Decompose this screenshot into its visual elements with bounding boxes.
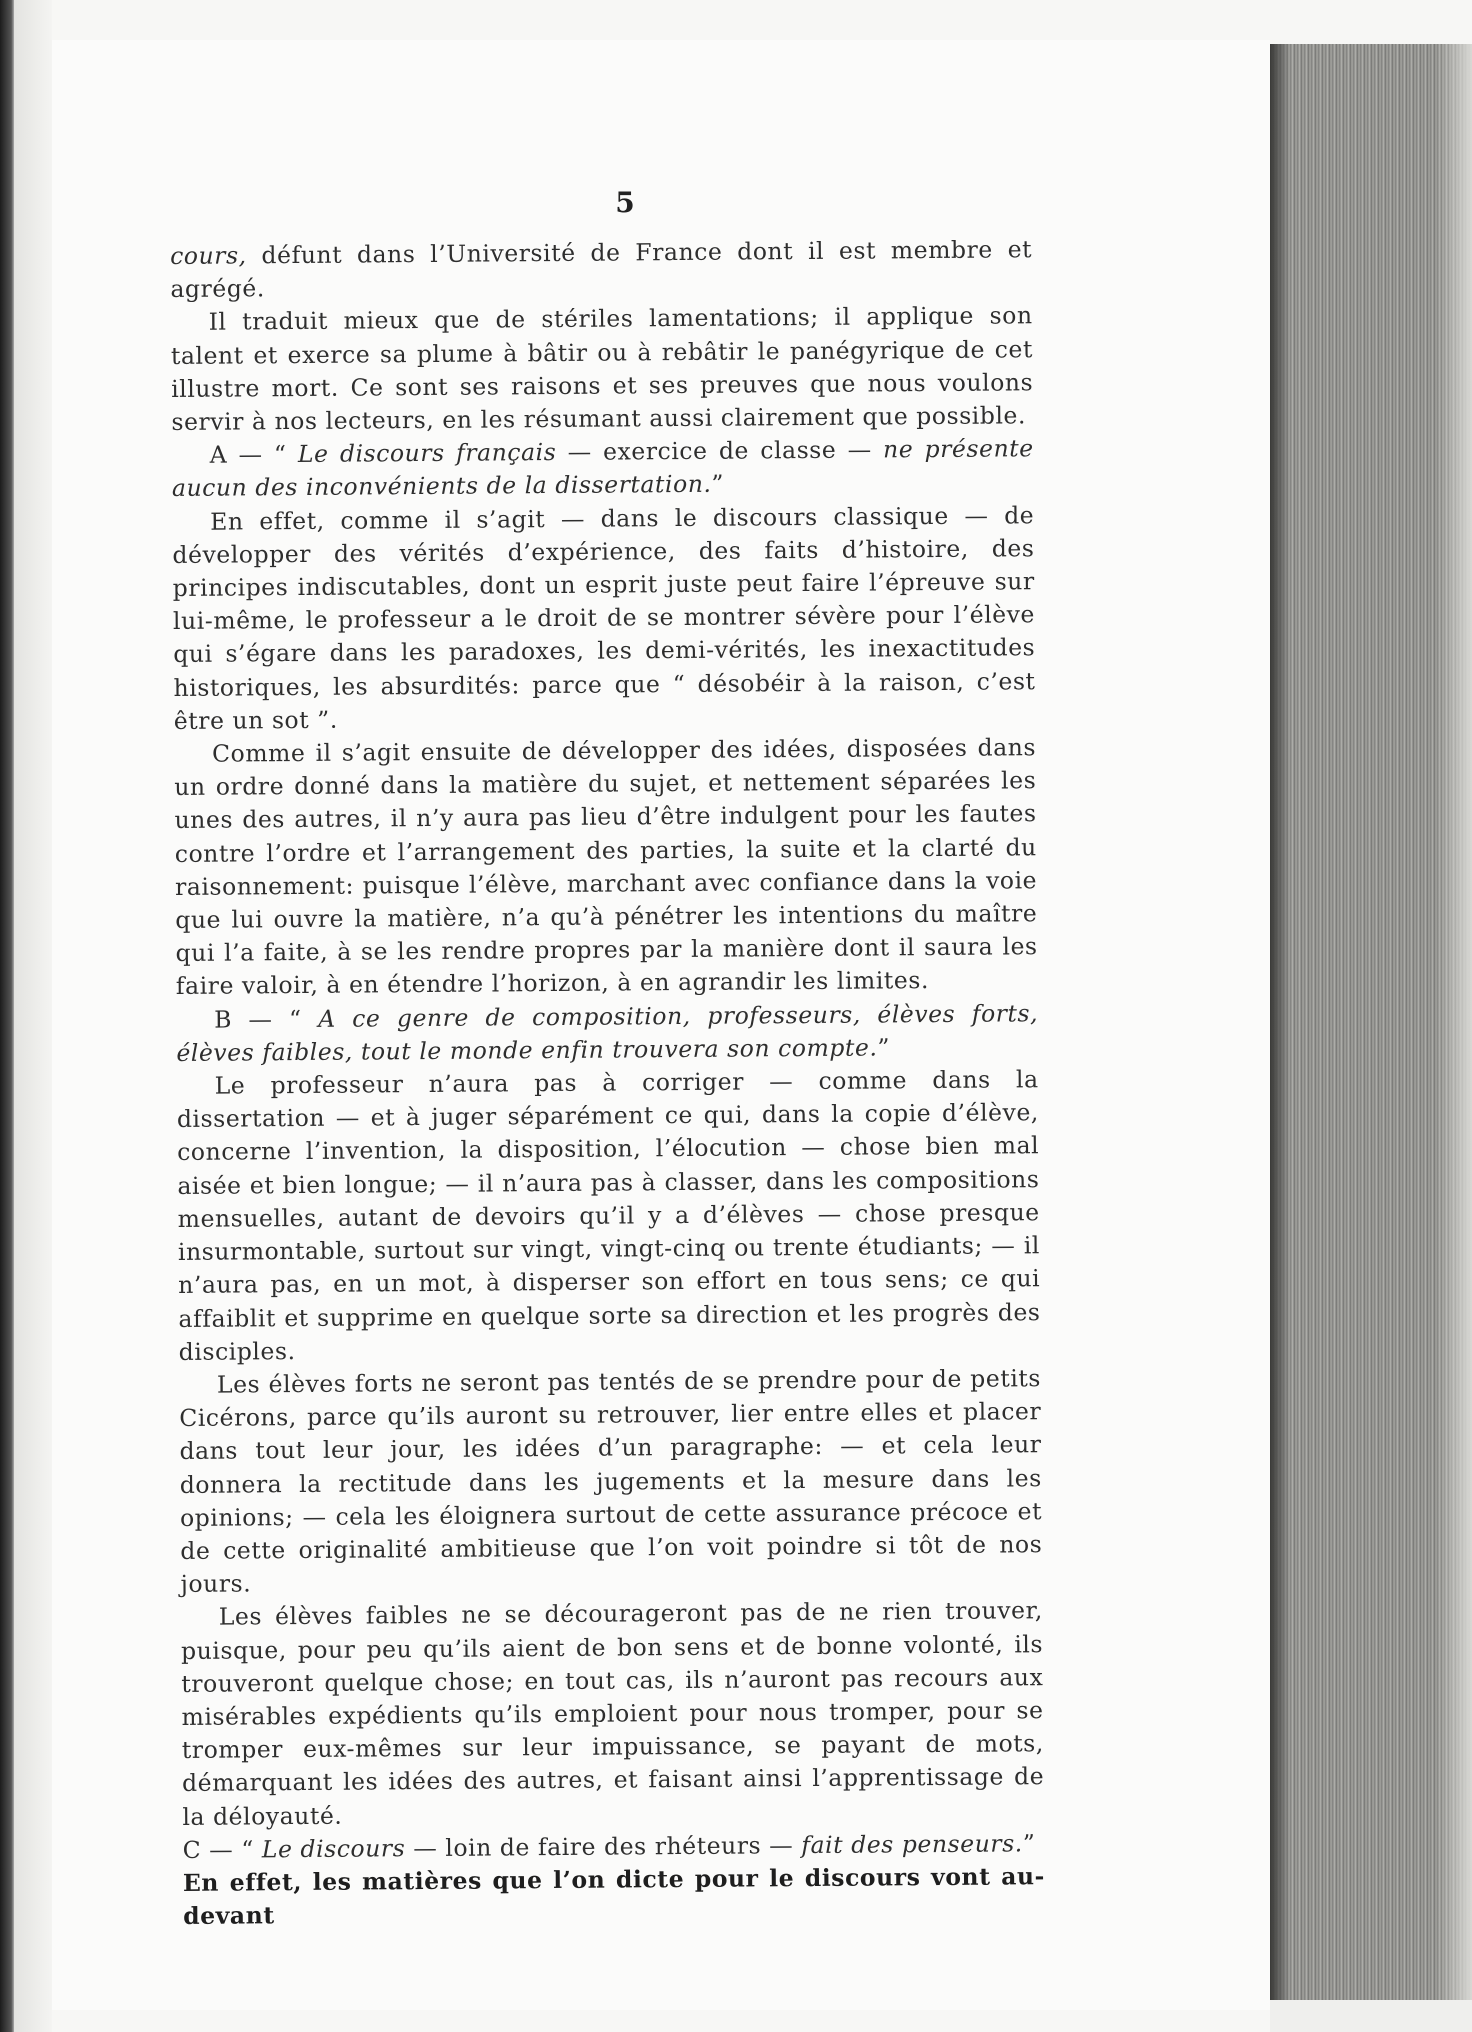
scan-left-margin [14,0,52,2032]
scan-bottom-edge [1270,2000,1472,2032]
paragraph [172,499,1036,738]
text-run: — exercice de classe — [556,435,884,467]
text-run: Le professeur n’aura pas à corriger — comme dans la dissertation — et à juger séparément ce qui, dans la copie d’élève, concerne l’invention, la disposition, l’élocution — chose bien mal aisée et bien longue; — il n’aura pas à classer, dans les compositions mensuelles, autant de devoirs qu’il y a d’élèves — chose presque insurmontable, surtout sur vingt, vingt-cinq ou trente étudiants; — il n’aura pas, en un mot, à disperser son effort en tous sens; ce qui affaiblit et supprime en quelque sorte sa direction et les progrès des disciples. [176,1065,1041,1366]
paragraph [171,300,1034,440]
italic-text: ne présente aucun des inconvénients de la dissertation. [171,434,1034,503]
text-run: Comme il s’agit ensuite de développer des idées, disposées dans un ordre donné dans la matière du sujet, et nettement séparées les unes des autres, il n’y aura pas lieu d’être indulgent pour les fautes contre l’ordre et l’arrangement des parties, la suite et la clarté du raisonnement: puisque l’élève, marchant avec confiance dans la voie que lui ouvre la matière, n’a qu’à pénétrer les intentions du maître qui l’a faite, à se les rendre propres par la manière dont il saura les faire valoir, à en étendre l’horizon, à en agrandir les limites. [174,733,1038,1001]
text-run: ” [877,1033,891,1062]
italic-text: Le discours français [297,438,557,469]
text-run: A — “ [209,440,299,469]
book-page-edges [1270,44,1472,2006]
paragraph [174,731,1038,1003]
text-run: En effet, comme il s’agit — dans le discours classique — de développer des vérités d’expérience, des faits d’histoire, des principes indiscutables, dont un esprit juste peut faire l’épreuve sur lui-même, le professeur a le droit de se montrer sévère pour l’élève qui s’égare dans les paradoxes, les demi-vérités, les inexactitudes historiques, les absurdités: parce que “ désobéir à la raison, c’est être un sot ”. [172,500,1036,735]
page-number: 5 [615,186,635,219]
text-run: Les élèves faibles ne se décourageront pas de ne rien trouver, puisque, pour peu qu’ils aient de bon sens et de bonne volonté, ils trouveront quelque chose; en tout cas, ils n’auront pas recours aux misérables expédients qu’ils emploient pour nous tromper, pour se tromper eux-mêmes sur leur impuissance, se payant de mots, démarquant les idées des autres, et faisant ainsi l’apprentissage de la déloyauté. [180,1596,1045,1831]
text-run: Les élèves forts ne seront pas tentés de se prendre pour de petits Cicérons, parce qu’ils auront su retrouver, lier entre elles et placer dans tout leur jour, les idées d’un paragraphe: — et cela leur donnera la rectitude dans les jugements et la mesure dans les opinions; — cela les éloignera surtout de cette assurance précoce et de cette originalité ambitieuse que l’on voit poindre si tôt de nos jours. [179,1364,1043,1599]
paragraph [172,432,1034,505]
text-run: défunt dans l’Université de France dont il est membre et agrégé. [170,235,1033,304]
italic-text: Le discours [261,1833,406,1864]
text-run: ” [1022,1829,1036,1858]
text-run: C — “ [182,1835,262,1864]
paragraph [177,1063,1041,1369]
paragraph [179,1362,1043,1601]
paragraph [183,1860,1045,1933]
paragraph [181,1595,1045,1834]
body-text [170,233,1045,1933]
text-run: — loin de faire des rhéteurs — [405,1830,802,1862]
italic-text: fait des penseurs. [801,1829,1023,1859]
text-run: B — “ [214,1004,319,1034]
paragraph [176,997,1038,1070]
italic-text: cours, [170,241,247,270]
text-run: Il traduit mieux que de stériles lamentations; il applique son talent et exerce sa plume à bâtir ou à rebâtir le panégyrique de cet illustre mort. Ce sont ses raisons et ses preuves que nous voulons servir à nos lecteurs, en les résumant aussi clairement que possible. [170,301,1034,437]
scan-left-border [0,0,14,2032]
text-run: ” [711,470,725,499]
italic-text: A ce genre de composition, professeurs, élèves forts, élèves faibles, tout le monde enfin trouvera son compte. [176,998,1039,1067]
paragraph [170,233,1032,306]
text-run: En effet, les matières que l’on dicte pour le discours vont au-devant [182,1862,1045,1931]
